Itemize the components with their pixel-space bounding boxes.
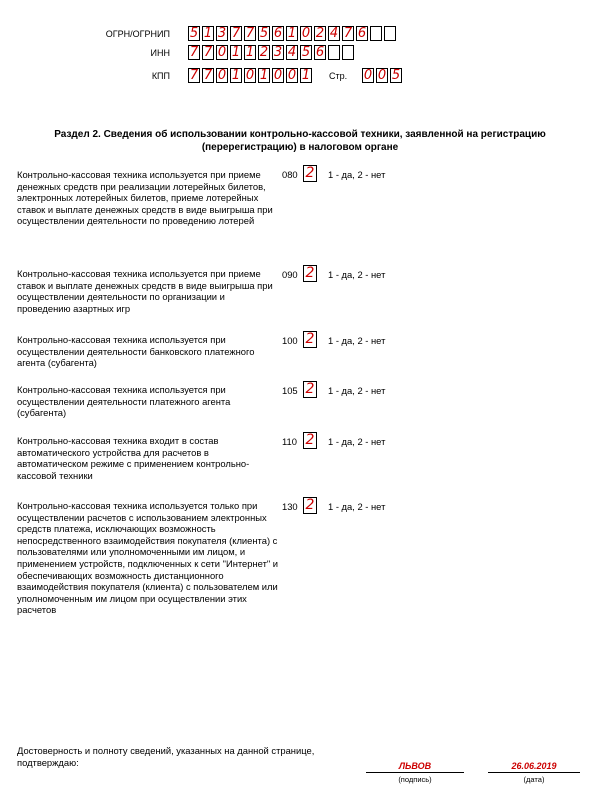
page-number-cell[interactable]: 0 <box>377 68 387 83</box>
answer-options-105: 1 - да, 2 - нет <box>328 385 386 396</box>
question-text-100: Контрольно-кассовая техника используется при осуществлении деятельности банковского платежного агента (субагента) <box>17 334 255 369</box>
field-code-090: 090 <box>282 269 298 280</box>
answer-options-130: 1 - да, 2 - нет <box>328 501 386 512</box>
signature-line <box>366 772 464 773</box>
ogrn-cell[interactable]: 3 <box>217 26 227 41</box>
kpp-cell[interactable]: 1 <box>259 68 269 83</box>
section-title <box>20 128 580 154</box>
field-code-080: 080 <box>282 169 298 180</box>
ogrn-cell[interactable]: 1 <box>287 26 297 41</box>
ogrn-cell[interactable]: 6 <box>357 26 367 41</box>
ogrn-cell[interactable]: 7 <box>245 26 255 41</box>
ogrn-cell[interactable]: 5 <box>189 26 199 41</box>
kpp-cell[interactable]: 0 <box>245 68 255 83</box>
section-title-line-2: (перерегистрацию) в налоговом органе <box>201 142 399 153</box>
ogrn-cell[interactable]: 1 <box>203 26 213 41</box>
answer-field-110[interactable]: 2 <box>303 432 317 449</box>
date-line <box>488 772 580 773</box>
signature-value[interactable]: ЛЬВОВ <box>398 761 432 771</box>
date-caption: (дата) <box>523 775 545 784</box>
ogrn-cell[interactable] <box>384 26 396 41</box>
answer-field-090[interactable]: 2 <box>303 265 317 282</box>
inn-cell[interactable] <box>328 45 340 60</box>
answer-field-130[interactable]: 2 <box>303 497 317 514</box>
ogrn-cell[interactable]: 4 <box>329 26 339 41</box>
page-number-cells[interactable] <box>362 68 404 83</box>
answer-field-105[interactable]: 2 <box>303 381 317 398</box>
kpp-cells[interactable] <box>188 68 314 83</box>
kpp-cell[interactable]: 0 <box>287 68 297 83</box>
inn-cell[interactable]: 6 <box>315 45 325 60</box>
inn-cells[interactable] <box>188 45 356 60</box>
inn-label: ИНН <box>150 48 170 58</box>
ogrn-cell[interactable]: 7 <box>343 26 353 41</box>
page-number-cell[interactable]: 0 <box>363 68 373 83</box>
ogrn-cell[interactable]: 2 <box>315 26 325 41</box>
question-text-105: Контрольно-кассовая техника используется при осуществлении деятельности платежного агента (субагента) <box>17 384 231 419</box>
kpp-cell[interactable]: 7 <box>189 68 199 83</box>
inn-cell[interactable]: 7 <box>189 45 199 60</box>
answer-options-090: 1 - да, 2 - нет <box>328 269 386 280</box>
kpp-label: КПП <box>151 71 170 81</box>
field-code-105: 105 <box>282 385 298 396</box>
kpp-cell[interactable]: 1 <box>301 68 311 83</box>
inn-cell[interactable]: 4 <box>287 45 297 60</box>
inn-cell[interactable]: 1 <box>245 45 255 60</box>
kpp-cell[interactable]: 7 <box>203 68 213 83</box>
page-number-cell[interactable]: 5 <box>391 68 401 83</box>
field-code-110: 110 <box>282 436 297 447</box>
question-text-080: Контрольно-кассовая техника используется при приеме денежных средств при реализации лотерейных билетов, электронных лотерейных билетов, приеме лотерейных ставок и выплате денежных средств в виде выигрыша при осуществлении деятельности по проведению лотерей <box>17 169 273 227</box>
ogrn-cell[interactable]: 5 <box>259 26 269 41</box>
question-text-130: Контрольно-кассовая техника используется только при осуществлении расчетов с использованием электронных средств платежа, исключающих возможность непосредственного взаимодействия покупателя (клиента) с пользователями или уполномоченными им лицом, и применением устройств, подключенных к сети "Интернет" и обеспечивающих возможность дистанционного взаимодействия покупателя (клиента) с пользователем или уполномоченным им лицом при осуществлении этих расчетов <box>17 500 279 616</box>
inn-cell[interactable]: 7 <box>203 45 213 60</box>
kpp-cell[interactable]: 0 <box>273 68 283 83</box>
ogrn-cell[interactable] <box>370 26 382 41</box>
ogrn-cell[interactable]: 0 <box>301 26 311 41</box>
ogrn-cell[interactable]: 7 <box>231 26 241 41</box>
inn-cell[interactable]: 0 <box>217 45 227 60</box>
answer-field-100[interactable]: 2 <box>303 331 317 348</box>
kpp-cell[interactable]: 0 <box>217 68 227 83</box>
field-code-100: 100 <box>282 335 298 346</box>
section-title-line-1: Раздел 2. Сведения об использовании контрольно-кассовой техники, заявленной на регистрацию <box>54 129 546 140</box>
inn-cell[interactable]: 3 <box>273 45 283 60</box>
ogrn-label: ОГРН/ОГРНИП <box>105 29 170 39</box>
question-text-110: Контрольно-кассовая техника входит в состав автоматического устройства для расчетов в автоматическом режиме с применением контрольно-кассовой техники <box>17 435 250 481</box>
inn-cell[interactable] <box>342 45 354 60</box>
ogrn-cells[interactable] <box>188 26 398 41</box>
kpp-cell[interactable]: 1 <box>231 68 241 83</box>
inn-cell[interactable]: 2 <box>259 45 269 60</box>
field-code-130: 130 <box>282 501 298 512</box>
ogrn-cell[interactable]: 6 <box>273 26 283 41</box>
inn-cell[interactable]: 5 <box>301 45 311 60</box>
answer-field-080[interactable]: 2 <box>303 165 317 182</box>
answer-options-100: 1 - да, 2 - нет <box>328 335 386 346</box>
question-text-090: Контрольно-кассовая техника используется при приеме ставок и выплате денежных средств в виде выигрыша при осуществлении деятельности по организации и проведению азартных игр <box>17 268 273 314</box>
answer-options-080: 1 - да, 2 - нет <box>328 169 386 180</box>
page-label: Стр. <box>329 71 348 81</box>
signature-caption: (подпись) <box>398 775 432 784</box>
answer-options-110: 1 - да, 2 - нет <box>328 436 386 447</box>
date-value[interactable]: 26.06.2019 <box>511 761 557 771</box>
confirmation-text: Достоверность и полноту сведений, указанных на данной странице, подтверждаю: <box>17 745 315 768</box>
inn-cell[interactable]: 1 <box>231 45 241 60</box>
